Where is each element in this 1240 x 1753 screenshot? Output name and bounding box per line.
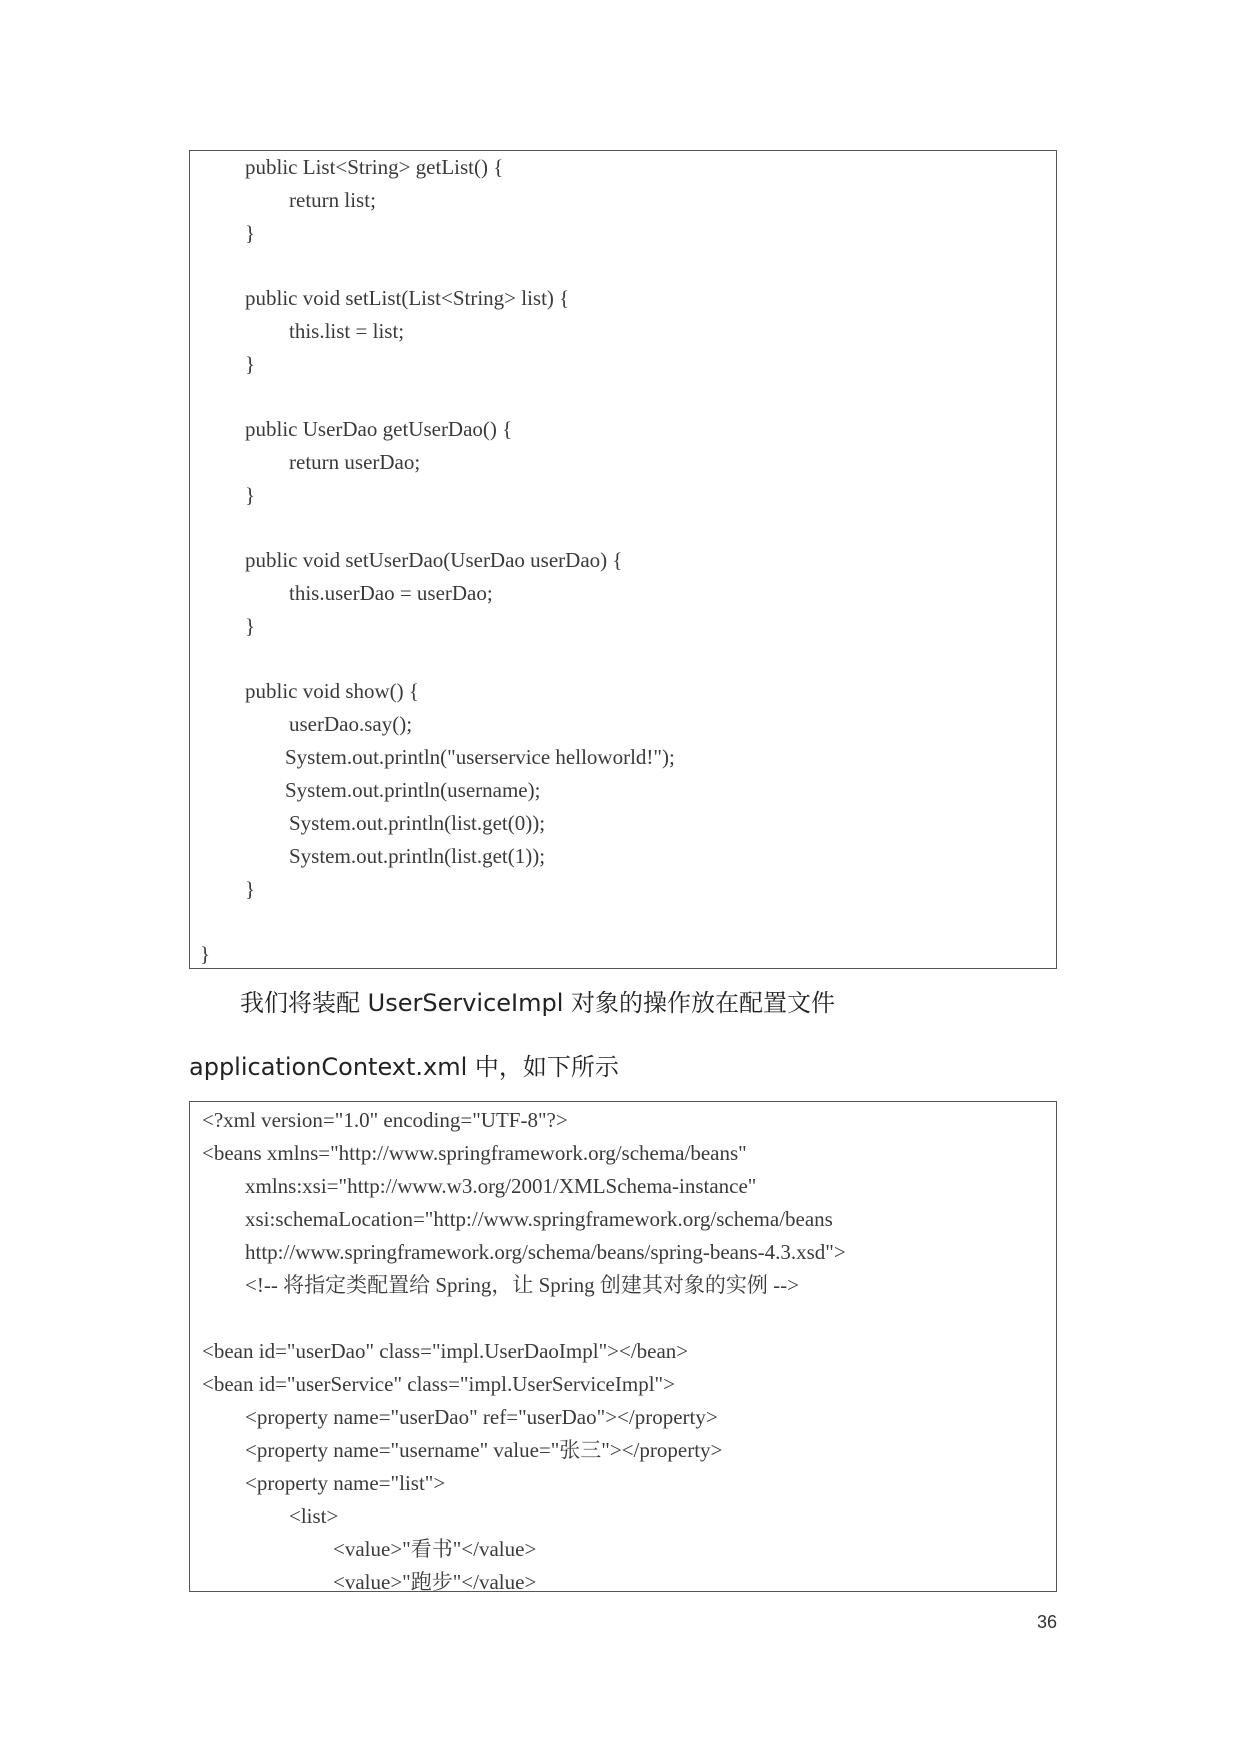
paragraph-line-1: 我们将装配 UserServiceImpl 对象的操作放在配置文件 [240,989,836,1017]
paragraph-line-2: applicationContext.xml 中，如下所示 [189,1053,619,1081]
code-line: <property name="list"> [245,1471,446,1495]
code-line: } [245,877,256,901]
code-line: <!-- 将指定类配置给 Spring，让 Spring 创建其对象的实例 --> [245,1273,799,1297]
code-line: System.out.println(list.get(0)); [289,811,546,835]
code-line: } [245,352,256,376]
java-code-block [189,150,1057,969]
code-line: <property name="userDao" ref="userDao"></property> [245,1405,718,1429]
code-line: public List<String> getList() { [245,155,504,179]
code-line: <list> [289,1504,339,1528]
code-line: http://www.springframework.org/schema/beans/spring-beans-4.3.xsd"> [245,1240,846,1264]
code-line: <bean id="userService" class="impl.UserServiceImpl"> [202,1372,675,1396]
code-line: xmlns:xsi="http://www.w3.org/2001/XMLSchema-instance" [245,1174,757,1198]
code-line: System.out.println("userservice helloworld!"); [285,745,675,769]
code-line: return list; [289,188,376,212]
xml-code-block [189,1101,1057,1592]
code-line: public UserDao getUserDao() { [245,417,513,441]
code-line: userDao.say(); [289,712,413,736]
code-line: public void setList(List<String> list) { [245,286,570,310]
code-line: <?xml version="1.0" encoding="UTF-8"?> [202,1108,568,1132]
code-line: this.list = list; [289,319,405,343]
code-line: <beans xmlns="http://www.springframework.org/schema/beans" [202,1141,747,1165]
code-line: System.out.println(list.get(1)); [289,844,546,868]
code-line: <property name="username" value="张三"></property> [245,1438,723,1462]
code-line: public void show() { [245,679,419,703]
code-line: System.out.println(username); [285,778,541,802]
code-line: public void setUserDao(UserDao userDao) { [245,548,623,572]
code-line: } [245,221,256,245]
page-number: 36 [1036,1612,1057,1632]
code-line: } [245,614,256,638]
code-line: this.userDao = userDao; [289,581,493,605]
code-line: xsi:schemaLocation="http://www.springframework.org/schema/beans [245,1207,833,1231]
code-line: <value>"跑步"</value> [333,1570,537,1594]
code-line: <value>"看书"</value> [333,1537,537,1561]
code-line: <bean id="userDao" class="impl.UserDaoImpl"></bean> [202,1339,689,1363]
code-line: } [200,942,211,966]
code-line: return userDao; [289,450,421,474]
code-line: } [245,483,256,507]
